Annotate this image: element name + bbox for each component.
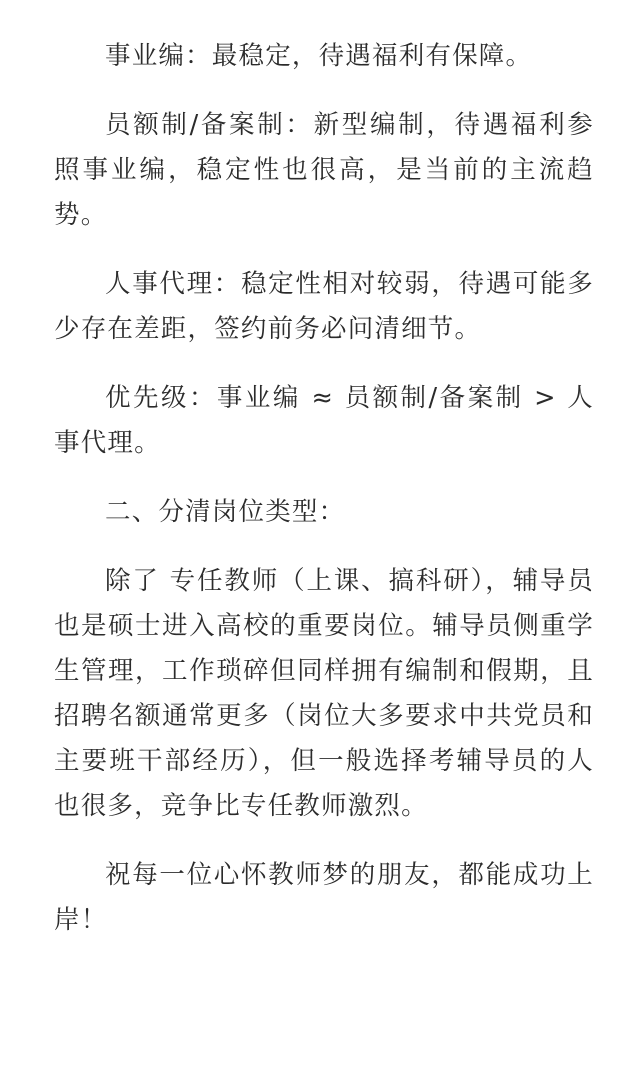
paragraph-career-establishment: 事业编：最稳定，待遇福利有保障。 [105,41,533,71]
paragraph-counselor-positions: 除了 专任教师（上课、搞科研），辅导员也是硕士进入高校的重要岗位。辅导员侧重学生管理，工作琐碎但同样拥有编制和假期，且招聘名额通常更多（岗位大多要求中共党员和主要班干部经历），但一般选择考辅导员的人也很多，竞争比专任教师激烈。 [54,566,594,821]
paragraph-personnel-agency: 人事代理：稳定性相对较弱，待遇可能多少存在差距，签约前务必问清细节。 [54,269,594,344]
section-heading-position-types: 二、分清岗位类型： [105,497,346,527]
article-body [54,34,594,967]
paragraph-closing-wish: 祝每一位心怀教师梦的朋友，都能成功上岸！ [54,860,594,935]
paragraph-quota-system: 员额制/备案制：新型编制，待遇福利参照事业编，稳定性也很高，是当前的主流趋势。 [54,110,594,230]
paragraph-priority: 优先级：事业编 ≈ 员额制/备案制 > 人事代理。 [54,383,594,458]
